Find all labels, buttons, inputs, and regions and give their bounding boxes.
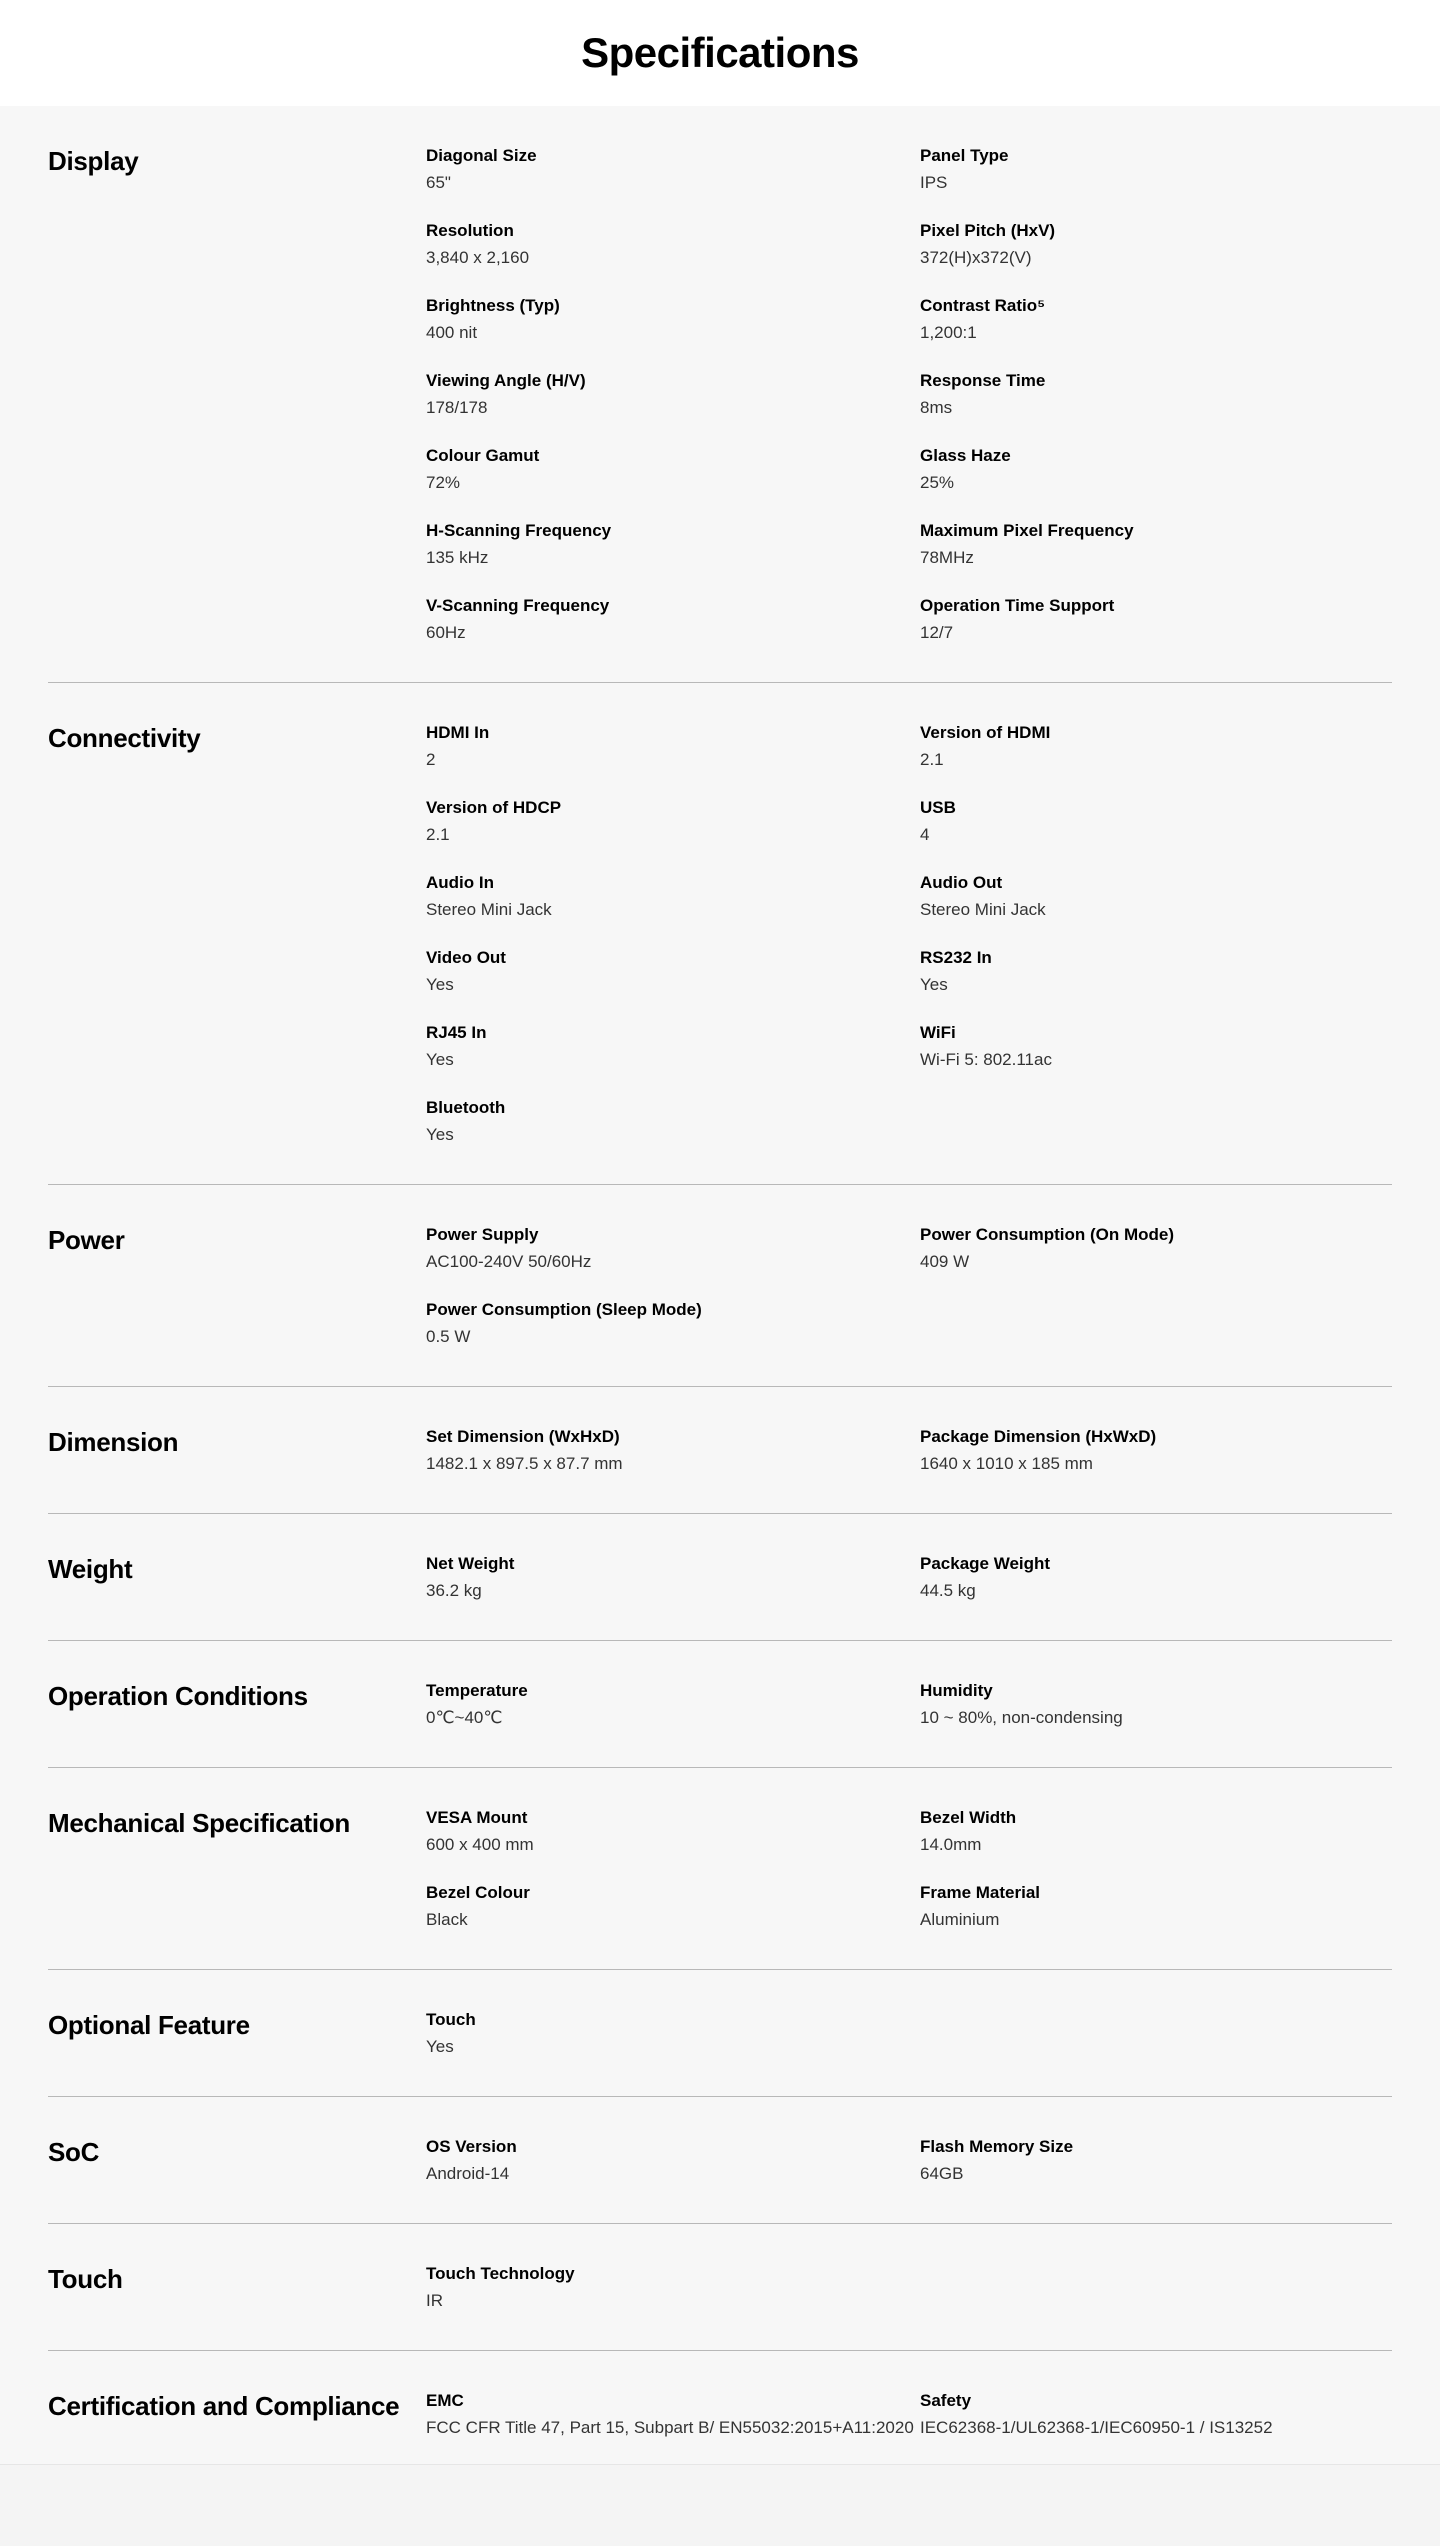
spec-item-label: RS232 In	[920, 948, 992, 967]
spec-item-label: Glass Haze	[920, 446, 1011, 465]
spec-item-value: Stereo Mini Jack	[426, 900, 552, 919]
spec-item-value: Stereo Mini Jack	[920, 900, 1046, 919]
spec-item	[920, 593, 1390, 646]
spec-items-grid	[426, 2388, 1390, 2441]
spec-item	[426, 143, 920, 196]
spec-item-label: Package Weight	[920, 1554, 1051, 1573]
spec-item-value: Black	[426, 1910, 468, 1929]
spec-item-value: 14.0mm	[920, 1835, 982, 1854]
spec-item-value: 36.2 kg	[426, 1581, 482, 1600]
spec-item	[426, 593, 920, 646]
spec-item-label: Pixel Pitch (HxV)	[920, 221, 1056, 240]
spec-item-label: Audio In	[426, 873, 494, 892]
spec-item-value: 1482.1 x 897.5 x 87.7 mm	[426, 1454, 623, 1473]
spec-item	[426, 1551, 920, 1604]
spec-section-optional-feature	[48, 1970, 1392, 2097]
spec-item-label: OS Version	[426, 2137, 517, 2156]
spec-item-label: Bezel Width	[920, 1808, 1017, 1827]
spec-item-value: Yes	[426, 975, 454, 994]
spec-items-grid	[426, 1222, 1390, 1350]
spec-item-value: 65"	[426, 173, 451, 192]
spec-item-label: Audio Out	[920, 873, 1003, 892]
spec-category-title: Certification and Compliance	[48, 2391, 400, 2421]
spec-item-label: Video Out	[426, 948, 506, 967]
spec-item	[920, 1880, 1390, 1933]
spec-category-title: Mechanical Specification	[48, 1808, 351, 1838]
spec-item-label: Response Time	[920, 371, 1046, 390]
spec-section-soc	[48, 2097, 1392, 2224]
spec-items-grid	[426, 1424, 1390, 1477]
spec-item-label: Temperature	[426, 1681, 528, 1700]
spec-item-value: 0℃~40℃	[426, 1708, 503, 1727]
spec-item	[920, 945, 1390, 998]
spec-item	[426, 1805, 920, 1858]
spec-category-title: Connectivity	[48, 723, 201, 753]
spec-item-value: 2.1	[426, 825, 450, 844]
spec-item	[426, 870, 920, 923]
spec-item-label: Bluetooth	[426, 1098, 506, 1117]
spec-item-value: 44.5 kg	[920, 1581, 976, 1600]
spec-item-label: Humidity	[920, 1681, 993, 1700]
spec-item-value: 400 nit	[426, 323, 478, 342]
spec-item	[920, 368, 1390, 421]
spec-item-label: Colour Gamut	[426, 446, 540, 465]
spec-item-value: 2.1	[920, 750, 944, 769]
spec-item-value: IPS	[920, 173, 948, 192]
spec-item-label: Version of HDCP	[426, 798, 562, 817]
spec-item	[426, 368, 920, 421]
spec-item	[920, 870, 1390, 923]
spec-item-value: 1640 x 1010 x 185 mm	[920, 1454, 1093, 1473]
spec-item	[920, 1551, 1390, 1604]
spec-item-value: 8ms	[920, 398, 953, 417]
spec-item	[426, 795, 920, 848]
spec-item-label: Bezel Colour	[426, 1883, 530, 1902]
spec-item-value: IR	[426, 2291, 443, 2310]
spec-item-value: 2	[426, 750, 436, 769]
spec-item	[920, 2388, 1390, 2441]
spec-item	[920, 293, 1390, 346]
spec-item-label: EMC	[426, 2391, 464, 2410]
spec-item-label: Operation Time Support	[920, 596, 1115, 615]
spec-item	[920, 1678, 1390, 1731]
spec-item	[426, 1297, 920, 1350]
spec-item	[426, 1020, 920, 1073]
spec-item	[426, 1678, 920, 1731]
spec-items-grid	[426, 2007, 1390, 2060]
spec-item-value: Android-14	[426, 2164, 510, 2183]
spec-item	[920, 1020, 1390, 1073]
spec-item-label: Power Supply	[426, 1225, 539, 1244]
spec-category-title: Operation Conditions	[48, 1681, 308, 1711]
specifications-list	[0, 106, 1440, 2464]
spec-item	[426, 2261, 920, 2314]
spec-item	[920, 1424, 1390, 1477]
spec-item-label: H-Scanning Frequency	[426, 521, 612, 540]
spec-item-value: Wi-Fi 5: 802.11ac	[920, 1050, 1052, 1069]
spec-item-value: 372(H)x372(V)	[920, 248, 1032, 267]
page-title: Specifications	[581, 29, 859, 76]
spec-item	[920, 2134, 1390, 2187]
spec-item-label: HDMI In	[426, 723, 490, 742]
spec-item-label: Touch Technology	[426, 2264, 575, 2283]
spec-category-title: SoC	[48, 2137, 100, 2167]
spec-item-value: 10 ~ 80%, non-condensing	[920, 1708, 1123, 1727]
spec-item	[426, 518, 920, 571]
spec-item-value: Yes	[426, 1050, 454, 1069]
spec-item	[920, 1222, 1390, 1275]
spec-items-grid	[426, 1805, 1390, 1933]
spec-item-value: FCC CFR Title 47, Part 15, Subpart B/ EN55032:2015+A11:2020	[426, 2418, 914, 2437]
spec-items-grid	[426, 2134, 1390, 2187]
spec-item-value: 12/7	[920, 623, 954, 642]
spec-item-label: Contrast Ratio⁵	[920, 296, 1046, 315]
spec-section-display	[48, 106, 1392, 683]
spec-item-label: Flash Memory Size	[920, 2137, 1074, 2156]
spec-item-label: Brightness (Typ)	[426, 296, 560, 315]
spec-item-label: V-Scanning Frequency	[426, 596, 610, 615]
spec-item	[426, 2007, 920, 2060]
spec-section-touch	[48, 2224, 1392, 2351]
spec-item	[920, 795, 1390, 848]
spec-item-value: 409 W	[920, 1252, 970, 1271]
spec-item-value: 135 kHz	[426, 548, 489, 567]
spec-category-title: Optional Feature	[48, 2010, 250, 2040]
spec-item-value: 3,840 x 2,160	[426, 248, 530, 267]
spec-item-label: Viewing Angle (H/V)	[426, 371, 586, 390]
spec-section-operation-conditions	[48, 1641, 1392, 1768]
spec-section-power	[48, 1185, 1392, 1387]
spec-item-value: 64GB	[920, 2164, 964, 2183]
spec-category-title: Display	[48, 146, 139, 176]
page-header	[0, 0, 1440, 106]
spec-item-label: WiFi	[920, 1023, 956, 1042]
spec-items-grid	[426, 2261, 1390, 2314]
spec-item	[426, 1222, 920, 1275]
spec-item-label: Net Weight	[426, 1554, 515, 1573]
spec-section-connectivity	[48, 683, 1392, 1185]
spec-item-label: Safety	[920, 2391, 972, 2410]
spec-section-weight	[48, 1514, 1392, 1641]
spec-item-label: USB	[920, 798, 956, 817]
spec-category-title: Power	[48, 1225, 125, 1255]
spec-item-value: 1,200:1	[920, 323, 977, 342]
spec-item	[920, 443, 1390, 496]
spec-item	[426, 1095, 920, 1148]
spec-item-label: Diagonal Size	[426, 146, 537, 165]
spec-category-title: Dimension	[48, 1427, 179, 1457]
spec-items-grid	[426, 720, 1390, 1148]
spec-item-label: Frame Material	[920, 1883, 1040, 1902]
spec-item	[920, 218, 1390, 271]
spec-item	[426, 1880, 920, 1933]
spec-item-value: 78MHz	[920, 548, 974, 567]
spec-item	[920, 720, 1390, 773]
spec-item-value: AC100-240V 50/60Hz	[426, 1252, 592, 1271]
spec-item	[426, 218, 920, 271]
spec-item-label: Set Dimension (WxHxD)	[426, 1427, 620, 1446]
spec-item-value: 25%	[920, 473, 955, 492]
spec-item-value: 60Hz	[426, 623, 466, 642]
spec-category-title: Weight	[48, 1554, 133, 1584]
spec-item-value: 178/178	[426, 398, 488, 417]
spec-item	[426, 720, 920, 773]
spec-items-grid	[426, 1551, 1390, 1604]
spec-items-grid	[426, 143, 1390, 646]
spec-item-value: 72%	[426, 473, 461, 492]
spec-item-label: Package Dimension (HxWxD)	[920, 1427, 1157, 1446]
spec-item-label: Maximum Pixel Frequency	[920, 521, 1134, 540]
spec-item-label: Touch	[426, 2010, 476, 2029]
spec-item-value: Yes	[426, 2037, 454, 2056]
spec-item-value: IEC62368-1/UL62368-1/IEC60950-1 / IS13252	[920, 2418, 1273, 2437]
spec-item	[920, 143, 1390, 196]
spec-item	[920, 1805, 1390, 1858]
spec-item-value: Yes	[920, 975, 948, 994]
spec-item	[426, 443, 920, 496]
spec-item	[426, 945, 920, 998]
page-footer-area	[0, 2464, 1440, 2546]
spec-section-mechanical-specification	[48, 1768, 1392, 1970]
spec-item	[426, 2134, 920, 2187]
spec-item-label: Version of HDMI	[920, 723, 1051, 742]
spec-item-value: 0.5 W	[426, 1327, 471, 1346]
spec-item-label: Panel Type	[920, 146, 1009, 165]
spec-item-label: RJ45 In	[426, 1023, 487, 1042]
spec-item-value: 4	[920, 825, 930, 844]
spec-section-certification-and-compliance	[48, 2351, 1392, 2477]
spec-item-label: Resolution	[426, 221, 514, 240]
spec-item-value: 600 x 400 mm	[426, 1835, 534, 1854]
spec-item-value: Aluminium	[920, 1910, 1000, 1929]
spec-section-dimension	[48, 1387, 1392, 1514]
spec-item-label: VESA Mount	[426, 1808, 528, 1827]
spec-item	[426, 1424, 920, 1477]
spec-items-grid	[426, 1678, 1390, 1731]
spec-item-value: Yes	[426, 1125, 454, 1144]
spec-item-label: Power Consumption (Sleep Mode)	[426, 1300, 702, 1319]
spec-item	[426, 293, 920, 346]
spec-item	[920, 518, 1390, 571]
spec-item	[426, 2388, 920, 2441]
spec-item-label: Power Consumption (On Mode)	[920, 1225, 1175, 1244]
spec-category-title: Touch	[48, 2264, 123, 2294]
